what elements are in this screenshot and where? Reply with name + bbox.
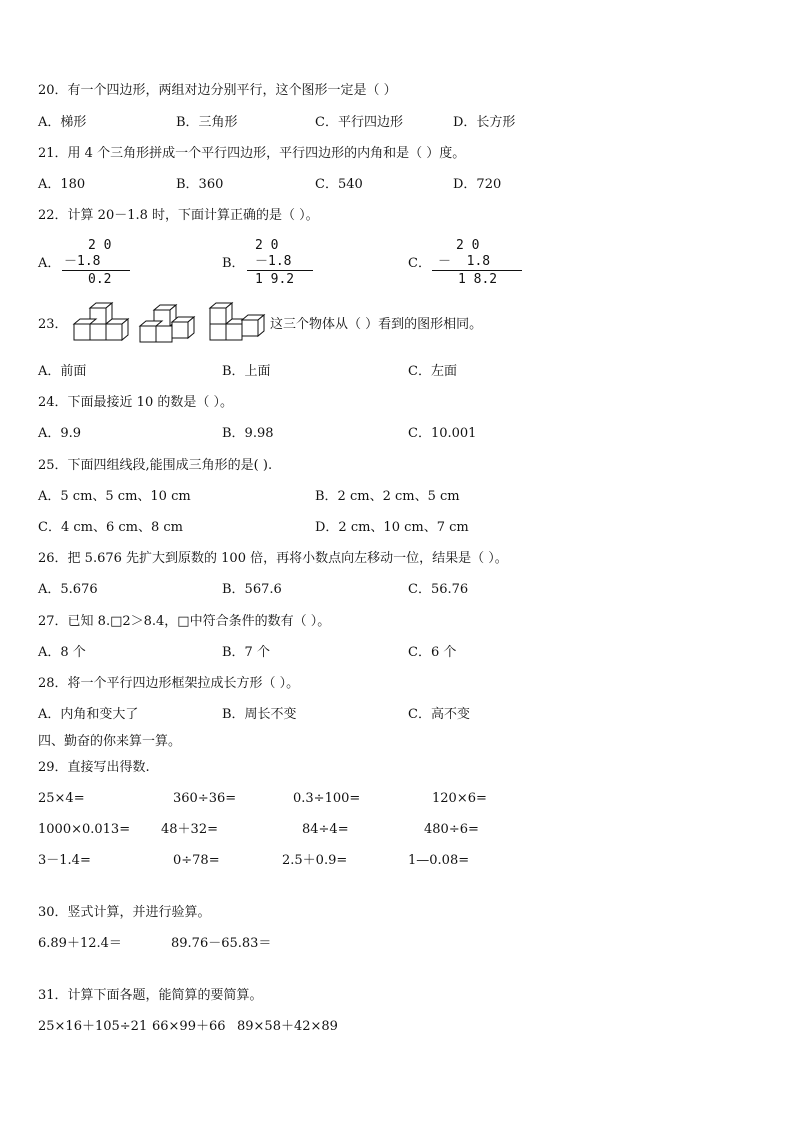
calc-b-minuend: 2 0 — [255, 238, 279, 253]
question-27-stem: 27．已知 8.□2＞8.4，□中符合条件的数有（ ）。 — [38, 614, 331, 629]
question-21-stem: 21．用 4 个三角形拼成一个平行四边形，平行四边形的内角和是（ ）度。 — [38, 146, 466, 161]
calc-a-result: 0.2 — [88, 272, 112, 287]
q22-option-b-label: B． — [222, 256, 245, 271]
q27-option-b: B．7 个 — [222, 645, 270, 660]
q31-item: 89×58＋42×89 — [237, 1019, 338, 1034]
calc-c-subtrahend: － 1.8 — [438, 254, 491, 269]
calc-c-minuend: 2 0 — [456, 238, 480, 253]
question-23-stem: 这三个物体从（ ）看到的图形相同。 — [270, 317, 483, 332]
q24-option-c: C．10.001 — [408, 426, 477, 441]
q25-option-d: D．2 cm、10 cm、7 cm — [315, 520, 469, 535]
q29-item: 25×4= — [38, 791, 85, 806]
q24-option-a: A．9.9 — [38, 426, 82, 441]
question-25-stem: 25．下面四组线段,能围成三角形的是( ). — [38, 458, 273, 473]
q23-option-a: A．前面 — [38, 364, 87, 379]
q29-item: 3－1.4= — [38, 853, 91, 868]
q30-item: 89.76－65.83＝ — [171, 936, 272, 951]
question-26-stem: 26．把 5.676 先扩大到原数的 100 倍，再将小数点向左移动一位，结果是（ ）。 — [38, 551, 508, 566]
q22-option-c-label: C． — [408, 256, 431, 271]
q26-option-b: B．567.6 — [222, 582, 282, 597]
q31-item: 66×99＋66 — [152, 1019, 226, 1034]
q20-option-c: C．平行四边形 — [315, 115, 403, 130]
q27-option-a: A．8 个 — [38, 645, 86, 660]
q29-item: 480÷6= — [424, 822, 479, 837]
q28-option-a: A．内角和变大了 — [38, 707, 139, 722]
calc-b-result: 1 9.2 — [255, 272, 295, 287]
section-4-heading: 四、勤奋的你来算一算。 — [38, 734, 182, 749]
cube-figure-2 — [138, 300, 198, 348]
calc-a-minuend: 2 0 — [88, 238, 112, 253]
question-24-stem: 24．下面最接近 10 的数是（ ）。 — [38, 395, 233, 410]
q28-option-b: B．周长不变 — [222, 707, 297, 722]
q30-item: 6.89＋12.4＝ — [38, 936, 122, 951]
q29-item: 84÷4= — [302, 822, 349, 837]
calc-b-subtrahend: －1.8 — [255, 254, 292, 269]
q26-option-c: C．56.76 — [408, 582, 469, 597]
question-28-stem: 28．将一个平行四边形框架拉成长方形（ ）。 — [38, 676, 300, 691]
q22-option-a-label: A． — [38, 256, 61, 271]
q29-item: 1—0.08= — [408, 853, 470, 868]
q29-item: 2.5＋0.9= — [282, 853, 348, 868]
q31-item: 25×16＋105÷21 — [38, 1019, 148, 1034]
q22-vertical-calc-c — [430, 238, 522, 290]
q20-option-a: A．梯形 — [38, 115, 87, 130]
q26-option-a: A．5.676 — [38, 582, 98, 597]
q23-option-b: B．上面 — [222, 364, 271, 379]
q21-option-b: B．360 — [176, 177, 224, 192]
calc-a-subtrahend: －1.8 — [64, 254, 101, 269]
q25-option-c: C．4 cm、6 cm、8 cm — [38, 520, 183, 535]
q25-option-b: B．2 cm、2 cm、5 cm — [315, 489, 460, 504]
q29-item: 120×6= — [432, 791, 487, 806]
q25-option-a: A．5 cm、5 cm、10 cm — [38, 489, 191, 504]
question-20-stem: 20．有一个四边形，两组对边分别平行，这个图形一定是（ ） — [38, 83, 397, 98]
q20-option-d: D．长方形 — [453, 115, 516, 130]
q29-item: 0.3÷100= — [293, 791, 361, 806]
q21-option-d: D．720 — [453, 177, 502, 192]
q20-option-b: B．三角形 — [176, 115, 238, 130]
q21-option-c: C．540 — [315, 177, 363, 192]
cube-figure-1 — [70, 300, 130, 348]
q22-vertical-calc-b — [245, 238, 315, 290]
question-23-number: 23． — [38, 317, 68, 332]
question-22-stem: 22．计算 20－1.8 时，下面计算正确的是（ ）。 — [38, 208, 319, 223]
q27-option-c: C．6 个 — [408, 645, 457, 660]
cube-figure-3 — [206, 300, 266, 348]
q28-option-c: C．高不变 — [408, 707, 470, 722]
q24-option-b: B．9.98 — [222, 426, 274, 441]
question-31-stem: 31．计算下面各题，能简算的要简算。 — [38, 988, 263, 1003]
q29-item: 1000×0.013= — [38, 822, 131, 837]
q29-item: 360÷36= — [173, 791, 237, 806]
q29-item: 48＋32= — [161, 822, 218, 837]
q23-option-c: C．左面 — [408, 364, 457, 379]
q21-option-a: A．180 — [38, 177, 86, 192]
question-29-stem: 29．直接写出得数. — [38, 760, 150, 775]
q29-item: 0÷78= — [173, 853, 220, 868]
question-30-stem: 30．竖式计算，并进行验算。 — [38, 905, 211, 920]
calc-c-result: 1 8.2 — [458, 272, 498, 287]
q22-vertical-calc-a — [60, 238, 130, 290]
